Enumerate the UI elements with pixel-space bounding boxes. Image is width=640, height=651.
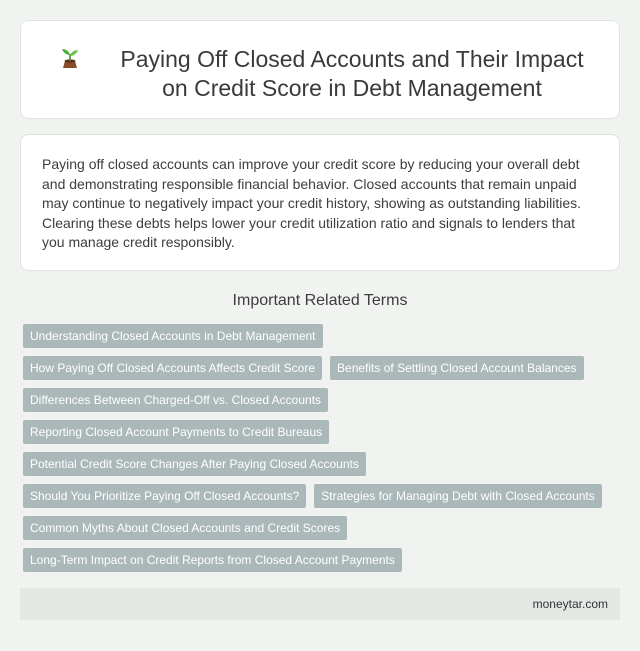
related-term-tag[interactable]: Reporting Closed Account Payments to Credit Bureaus xyxy=(23,420,329,444)
footer-site[interactable]: moneytar.com xyxy=(532,597,608,611)
related-term-tag[interactable]: Differences Between Charged-Off vs. Closed Accounts xyxy=(23,388,328,412)
seedling-icon xyxy=(57,46,83,72)
related-term-tag[interactable]: Should You Prioritize Paying Off Closed Accounts? xyxy=(23,484,306,508)
related-term-tag[interactable]: Common Myths About Closed Accounts and Credit Scores xyxy=(23,516,347,540)
related-term-tag[interactable]: Understanding Closed Accounts in Debt Management xyxy=(23,324,323,348)
related-terms-row xyxy=(23,516,623,548)
related-term-tag[interactable]: Potential Credit Score Changes After Paying Closed Accounts xyxy=(23,452,366,476)
related-terms-heading: Important Related Terms xyxy=(232,292,408,309)
title-card xyxy=(20,20,620,119)
page-title: Paying Off Closed Accounts and Their Impact on Credit Score in Debt Management xyxy=(120,46,584,101)
related-terms-row xyxy=(23,356,623,388)
related-terms-row xyxy=(23,484,623,516)
related-term-tag[interactable]: Benefits of Settling Closed Account Balances xyxy=(330,356,583,380)
related-terms-row xyxy=(23,452,623,484)
related-term-tag[interactable]: Long-Term Impact on Credit Reports from Closed Account Payments xyxy=(23,548,402,572)
related-terms-row xyxy=(23,548,623,580)
related-terms-row xyxy=(23,324,623,356)
footer xyxy=(20,588,620,620)
related-term-tag[interactable]: Strategies for Managing Debt with Closed Accounts xyxy=(314,484,601,508)
related-terms-row xyxy=(23,420,623,452)
related-terms-row xyxy=(23,388,623,420)
summary-paragraph: Paying off closed accounts can improve your credit score by reducing your overall debt and demonstrating responsible financial behavior. Closed accounts that remain unpaid may continue to negatively impact your credit history, showing as outstanding liabilities. Clearing these debts helps lower your credit utilization ratio and signals to lenders that you manage credit responsibly. xyxy=(42,156,582,250)
summary-card xyxy=(20,134,620,271)
related-term-tag[interactable]: How Paying Off Closed Accounts Affects Credit Score xyxy=(23,356,322,380)
related-terms-list xyxy=(23,324,623,580)
